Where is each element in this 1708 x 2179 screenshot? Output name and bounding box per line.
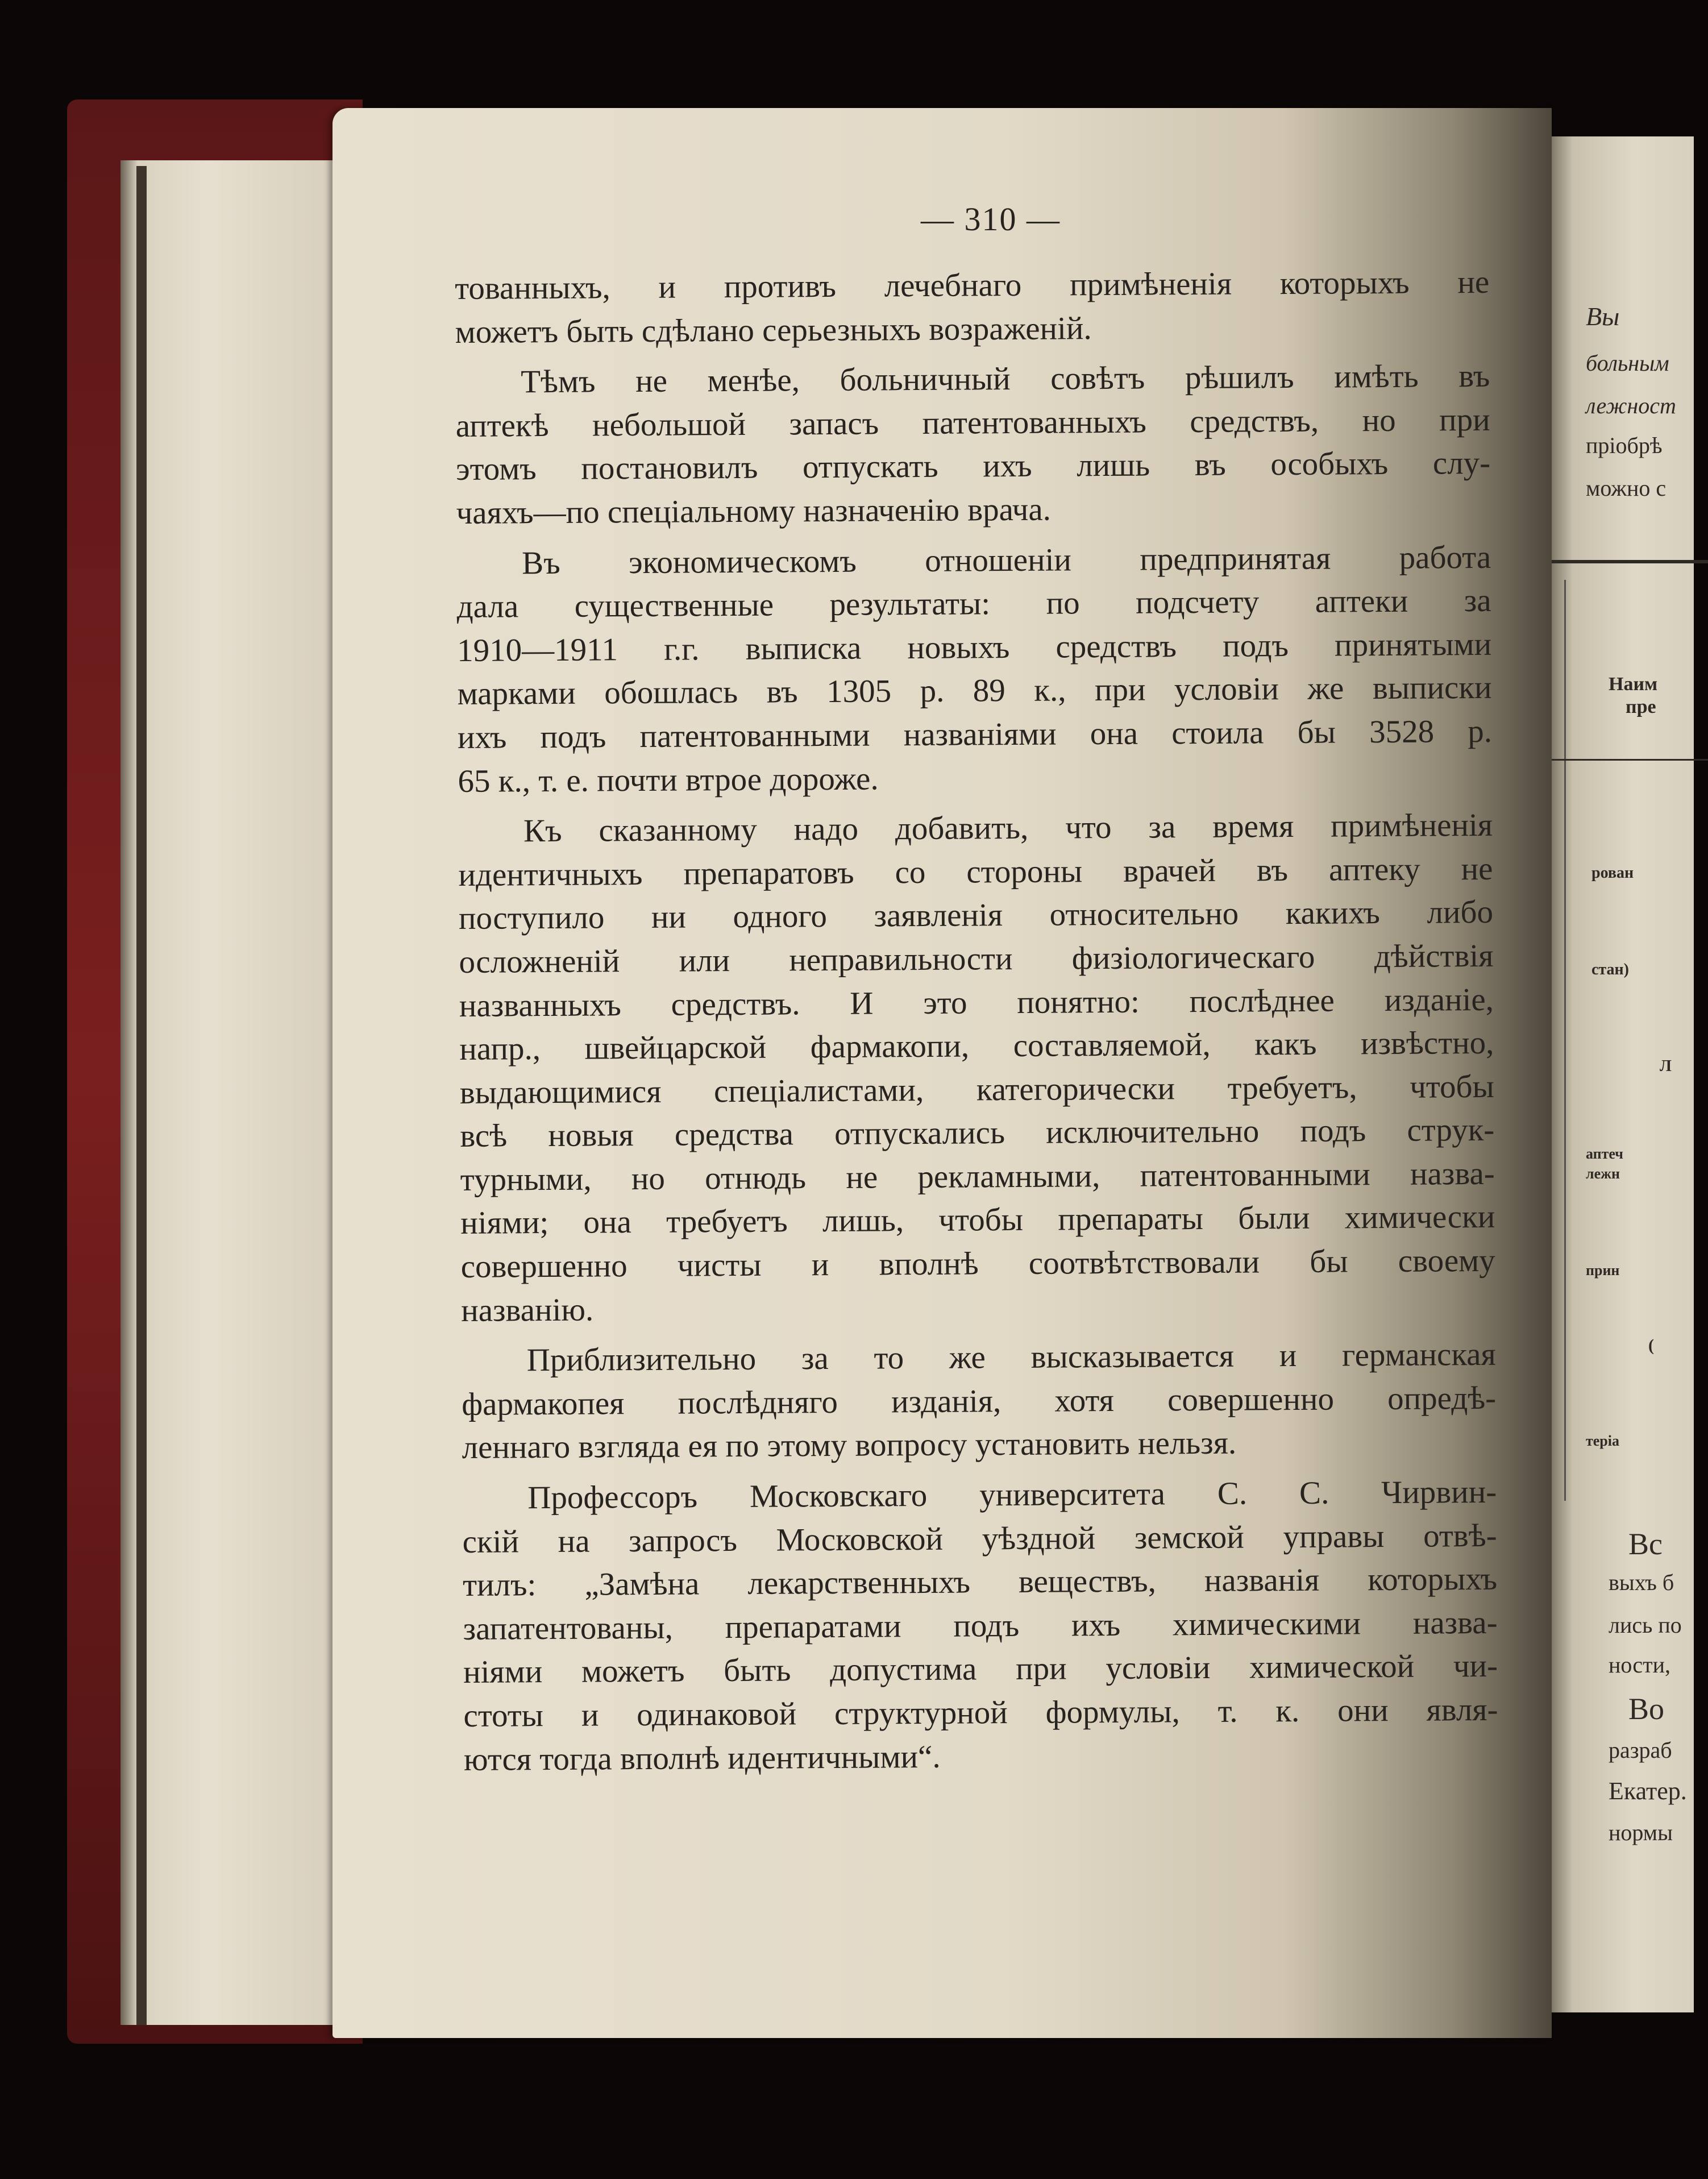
paragraph <box>462 1333 1497 1470</box>
next-page-fragment: лись по <box>1609 1612 1682 1638</box>
next-page-fragment: Вы <box>1586 302 1620 331</box>
text-line: леннаго взгляда ея по этому вопросу установить нельзя. <box>462 1425 1237 1466</box>
text-line: идентичныхъ препаратовъ со стороны врачей въ аптеку не <box>458 850 1493 893</box>
next-page-fragment: разраб <box>1609 1737 1672 1763</box>
text-line: этомъ постановилъ отпускать ихъ лишь въ особыхъ слу- <box>455 445 1491 488</box>
table-label: ( <box>1648 1336 1654 1355</box>
table-label: стан) <box>1591 961 1629 978</box>
table-label: рован <box>1591 864 1634 882</box>
table-label: теріа <box>1586 1433 1619 1449</box>
paragraph <box>455 355 1491 535</box>
text-line: стоты и одинаковой структурной формулы, т. к. они явля- <box>463 1691 1498 1734</box>
table-label: лежн <box>1586 1165 1620 1182</box>
text-line: дала существенные результаты: по подсчету аптеки за <box>456 583 1491 625</box>
next-page-fragment: можно с <box>1586 475 1667 501</box>
text-line: Профессоръ Московскаго университета С. С. Чирвин- <box>527 1474 1497 1516</box>
table-label: Л <box>1660 1057 1672 1075</box>
text-line: 65 к., т. е. почти втрое дороже. <box>458 760 879 799</box>
paragraph <box>462 1471 1498 1782</box>
table-label: аптеч <box>1586 1145 1623 1162</box>
text-line: можетъ быть сдѣлано серьезныхъ возраженій. <box>455 310 1092 350</box>
text-line: чаяхъ—по спеціальному назначенію врача. <box>456 491 1052 531</box>
paragraph <box>458 804 1496 1333</box>
text-line: турными, но отнюдь не рекламными, патентованными назва- <box>460 1155 1495 1198</box>
text-line: Тѣмъ не менѣе, больничный совѣтъ рѣшилъ имѣть въ <box>521 358 1490 400</box>
next-page-fragment: Во <box>1628 1692 1665 1726</box>
next-page-fragment: лежност <box>1586 393 1676 418</box>
page-body-text <box>455 261 1498 1782</box>
next-page-fragment: Вс <box>1628 1527 1663 1561</box>
table-border <box>1564 580 1566 1501</box>
text-line: названію. <box>461 1292 594 1329</box>
text-line: осложненій или неправильности физіологическаго дѣйствія <box>459 937 1494 980</box>
text-line: напр., швейцарской фармакопи, составляемой, какъ извѣстно, <box>459 1024 1494 1068</box>
text-line: Къ сказанному надо добавить, что за время примѣненія <box>523 807 1493 849</box>
text-line: ихъ подъ патентованными названіями она стоила бы 3528 р. <box>457 713 1493 756</box>
next-page-fragment: нормы <box>1609 1820 1673 1845</box>
text-line: названныхъ средствъ. И это понятно: послѣднее изданіе, <box>459 981 1494 1024</box>
table-label: Наим <box>1609 674 1658 695</box>
text-line: ніями можетъ быть допустима при условіи химической чи- <box>463 1648 1498 1691</box>
next-page-fragment: Екатер. <box>1609 1777 1687 1805</box>
text-line: тованныхъ, и противъ лечебнаго примѣненія которыхъ не <box>455 264 1490 306</box>
text-line: поступило ни одного заявленія относительно какихъ либо <box>458 894 1494 937</box>
next-page-fragment: больным <box>1586 350 1669 376</box>
next-page-fragment: ности, <box>1609 1652 1671 1678</box>
table-label: пре <box>1626 696 1656 717</box>
text-line: тилъ: „Замѣна лекарственныхъ веществъ, названія которыхъ <box>462 1561 1498 1604</box>
text-line: выдающимися спеціалистами, категорически требуетъ, чтобы <box>459 1068 1495 1111</box>
page-number: — 310 — <box>921 201 1061 238</box>
table-label: прин <box>1586 1262 1620 1279</box>
paragraph <box>455 261 1490 354</box>
text-line: скій на запросъ Московской уѣздной земской управы отвѣ- <box>462 1517 1497 1560</box>
text-line: совершенно чисты и вполнѣ соотвѣтствовали бы своему <box>460 1242 1495 1285</box>
text-line: марками обошлась въ 1305 р. 89 к., при условіи же выписки <box>457 670 1492 712</box>
next-page-fragment: выхъ б <box>1609 1570 1674 1595</box>
paragraph <box>456 536 1493 803</box>
text-line: всѣ новыя средства отпускались исключительно подъ струк- <box>460 1112 1495 1155</box>
text-line: Въ экономическомъ отношеніи предпринятая работа <box>521 539 1491 581</box>
page-block-edge <box>120 160 336 2025</box>
text-line: запатентованы, препаратами подъ ихъ химическими назва- <box>463 1604 1498 1647</box>
text-line: Приблизительно за то же высказывается и германская <box>526 1337 1496 1379</box>
table-rule <box>1537 560 1708 563</box>
text-line: ются тогда вполнѣ идентичными“. <box>463 1738 941 1778</box>
text-line: аптекѣ небольшой запасъ патентованныхъ средствъ, но при <box>455 401 1490 444</box>
text-line: фармакопея послѣдняго изданія, хотя совершенно опредѣ- <box>462 1380 1497 1422</box>
table-rule <box>1537 759 1708 761</box>
text-line: 1910—1911 г.г. выписка новыхъ средствъ подъ принятыми <box>456 626 1492 669</box>
next-page-fragment: пріобрѣ <box>1586 433 1663 458</box>
text-line: ніями; она требуетъ лишь, чтобы препараты были химически <box>460 1199 1495 1242</box>
